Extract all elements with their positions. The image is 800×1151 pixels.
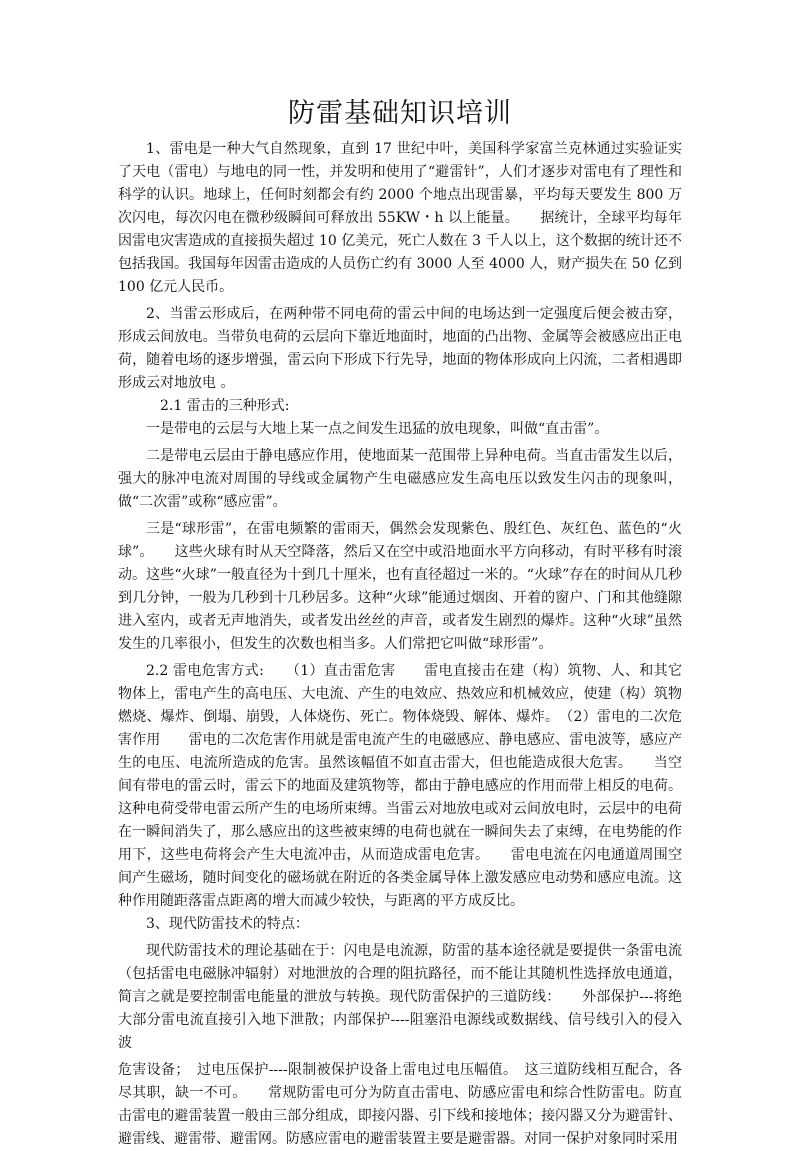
paragraph-protection-lines: 危害设备； 过电压保护----限制被保护设备上雷电过电压幅值。 这三道防线相互配合，各尽其职，缺一不可。 常规防雷电可分为防直击雷电、防感应雷电和综合性防雷电。防直击雷电的避雷装置一般由三部分组成，即接闪器、引下线和接地体；接闪器又分为避雷针、避雷线、避雷带、避雷网。防感应雷电的避雷装置主要是避雷器。对同一保护对象同时采用 xyxy=(118,1062,682,1147)
paragraph-induced-strike: 二是带电云层由于静电感应作用，使地面某一范围带上异种电荷。当直击雷发生以后，强大的脉冲电流对周围的导线或金属物产生电磁感应发生高电压以致发生闪击的现象叫，做“二次雷”或称“感应雷”。 xyxy=(118,448,682,510)
paragraph-cloud-discharge: 2、当雷云形成后，在两种带不同电荷的雷云中间的电场达到一定强度后便会被击穿，形成云间放电。当带负电荷的云层向下靠近地面时，地面的凸出物、金属等会被感应出正电荷，随着电场的逐步增强，雷云向下形成下行先导，地面的物体形成向上闪流，二者相遇即形成云对地放电 。 xyxy=(118,306,682,391)
paragraph-hazard-modes: 2.2 雷电危害方式: （1）直击雷危害 雷电直接击在建（构）筑物、人、和其它物体上，雷电产生的高电压、大电流、产生的电效应、热效应和机械效应，使建（构）筑物燃烧、爆炸、倒塌、崩毁，人体烧伤、死亡。物体烧毁、解体、爆炸。 （2）雷电的二次危害作用 雷电的二次危害作用就是雷电流产生的电磁感应、静电感应、雷电波等，感应产生的电压、电流所造成的危害。虽然该幅值不如直击雷大，但也能造成很大危害。 当空间有带电的雷云时，雷云下的地面及建筑物等，都由于静电感应的作用而带上相反的电荷。这种电荷受带电雷云所产生的电场所束缚。当雷云对地放电或对云间放电时，云层中的电荷在一瞬间消失了，那么感应出的这些被束缚的电荷也就在一瞬间失去了束缚，在电势能的作用下，这些电荷将会产生大电流冲击，从而造成雷电危害。 雷电电流在闪电通道周围空间产生磁场，随时间变化的磁场就在附近的各类金属导体上激发感应电动势和感应电流。这种作用随距落雷点距离的增大而减少较快，与距离的平方成反比。 xyxy=(118,663,682,909)
page-title: 防雷基础知识培训 xyxy=(288,98,512,129)
paragraph-ball-lightning: 三是“球形雷”，在雷电频繁的雷雨天，偶然会发现紫色、殷红色、灰红色、蓝色的“火球”。 这些火球有时从天空降落，然后又在空中或沿地面水平方向移动，有时平移有时滚动。这些“火球”一般直径为十到几十厘米，也有直径超过一米的。“火球”存在的时间从几秒到几分钟，一般为几秒到十几秒居多。这种“火球”能通过烟囱、开着的窗户、门和其他缝隙进入室内，或者无声地消失，或者发出丝丝的声音，或者发生剧烈的爆炸。这种“火球”虽然发生的几率很小，但发生的次数也相当多。人们常把它叫做“球形雷”。 xyxy=(118,521,682,652)
section-heading-modern-tech: 3、现代防雷技术的特点： xyxy=(146,916,309,932)
section-heading-strike-forms: 2.1 雷击的三种形式: xyxy=(160,398,290,414)
paragraph-modern-theory: 现代防雷技术的理论基础在于：闪电是电流源，防雷的基本途径就是要提供一条雷电流（包括雷电电磁脉冲辐射）对地泄放的合理的阻抗路径，而不能让其随机性选择放电通道，简言之就是要控制雷电能量的泄放与转换。现代防雷保护的三道防线： 外部保护---将绝大部分雷电流直接引入地下泄散；内部保护----阻塞沿电源线或数据线、信号线引入的侵入波 xyxy=(118,943,682,1051)
paragraph-direct-strike: 一是带电的云层与大地上某一点之间发生迅猛的放电现象，叫做“直击雷”。 xyxy=(146,421,609,437)
paragraph-lightning-overview: 1、雷电是一种大气自然现象，直到 17 世纪中叶，美国科学家富兰克林通过实验证实了天电（雷电）与地电的同一性，并发明和使用了“避雷针”，人们才逐步对雷电有了理性和科学的认识。地球上，任何时刻都会有约 2000 个地点出现雷暴，平均每天要发生 800 万次闪电，每次闪电在微秒级瞬间可释放出 55KW・h 以上能量。 据统计，全球平均每年因雷电灾害造成的直接损失超过 10 亿美元，死亡人数在 3 千人以上，这个数据的统计还不包括我国。我国每年因雷击造成的人员伤亡约有 3000 人至 4000 人，财产损失在 50 亿到 100 亿元人民币。 xyxy=(118,141,682,295)
